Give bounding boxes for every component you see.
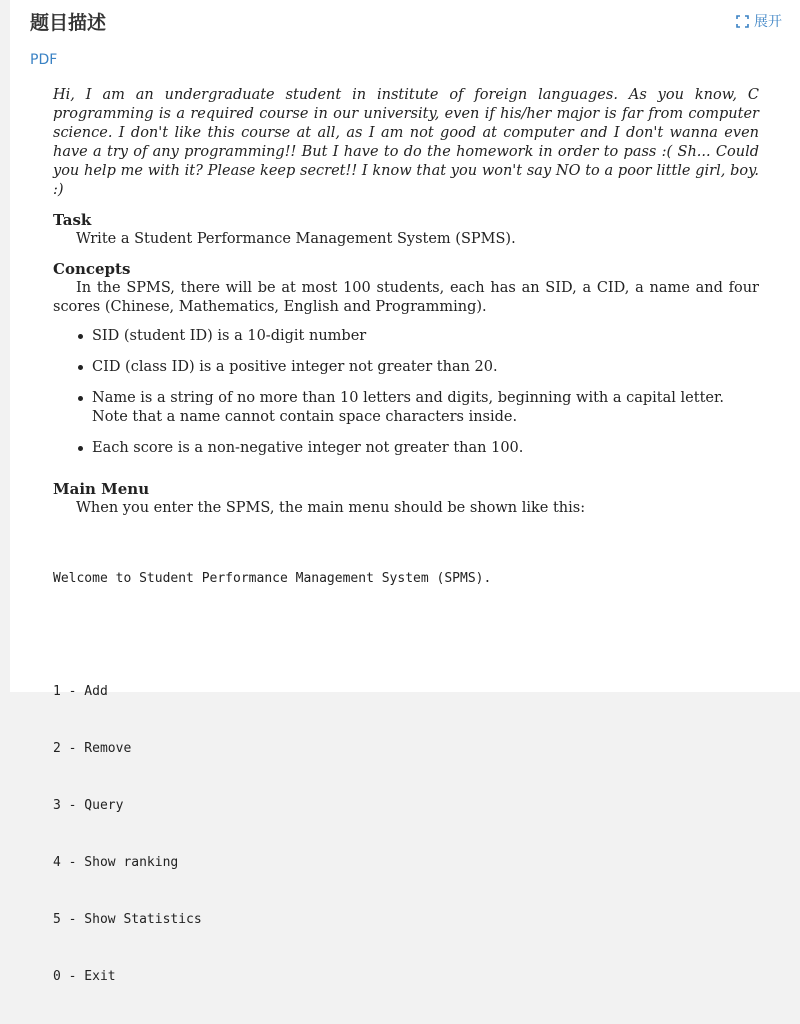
expand-label: 展开 — [754, 14, 782, 30]
concepts-list — [76, 327, 759, 458]
code-menu-line: 0 - Exit — [53, 969, 116, 984]
menu-code-block — [53, 531, 759, 1024]
panel-title: 题目描述 — [30, 12, 107, 34]
problem-document — [53, 86, 759, 1024]
list-item: Each score is a non-negative integer not greater than 100. — [76, 439, 759, 458]
code-menu-line: 2 - Remove — [53, 741, 132, 756]
task-paragraph: Write a Student Performance Management System (SPMS). — [76, 231, 516, 247]
concepts-heading: Concepts — [53, 260, 131, 278]
main-menu-paragraph: When you enter the SPMS, the main menu should be shown like this: — [76, 500, 586, 516]
code-menu-line: 1 - Add — [53, 684, 108, 699]
code-menu-line: 4 - Show ranking — [53, 855, 179, 870]
expand-button[interactable] — [736, 11, 782, 31]
code-blank-line — [53, 626, 759, 644]
problem-description-panel — [10, 0, 800, 984]
list-item: CID (class ID) is a positive integer not greater than 20. — [76, 358, 759, 377]
list-item: SID (student ID) is a 10-digit number — [76, 327, 759, 346]
concepts-paragraph: In the SPMS, there will be at most 100 students, each has an SID, a CID, a name and four scores (Chinese, Mathematics, English and Programming). — [53, 280, 759, 315]
intro-paragraph: Hi, I am an undergraduate student in institute of foreign languages. As you know, C programming is a required course in our university, even if his/her major is far from computer science. I don't like this course at all, as I am not good at computer and I don't wanna even have a try of any programming!! But I have to do the homework in order to pass :( Sh... Could you help me with it? Please keep secret!! I know that you won't say NO to a poor little girl, boy. :) — [53, 87, 759, 198]
code-menu-line: 5 - Show Statistics — [53, 912, 202, 927]
task-heading: Task — [53, 211, 92, 229]
code-menu-line: 3 - Query — [53, 798, 124, 813]
pdf-link[interactable]: PDF — [30, 52, 58, 68]
list-item: Name is a string of no more than 10 letters and digits, beginning with a capital letter. Note that a name cannot contain space characters inside. — [76, 389, 759, 427]
expand-icon — [736, 15, 749, 28]
code-welcome-line: Welcome to Student Performance Management System (SPMS). — [53, 571, 492, 586]
main-menu-heading: Main Menu — [53, 480, 150, 498]
